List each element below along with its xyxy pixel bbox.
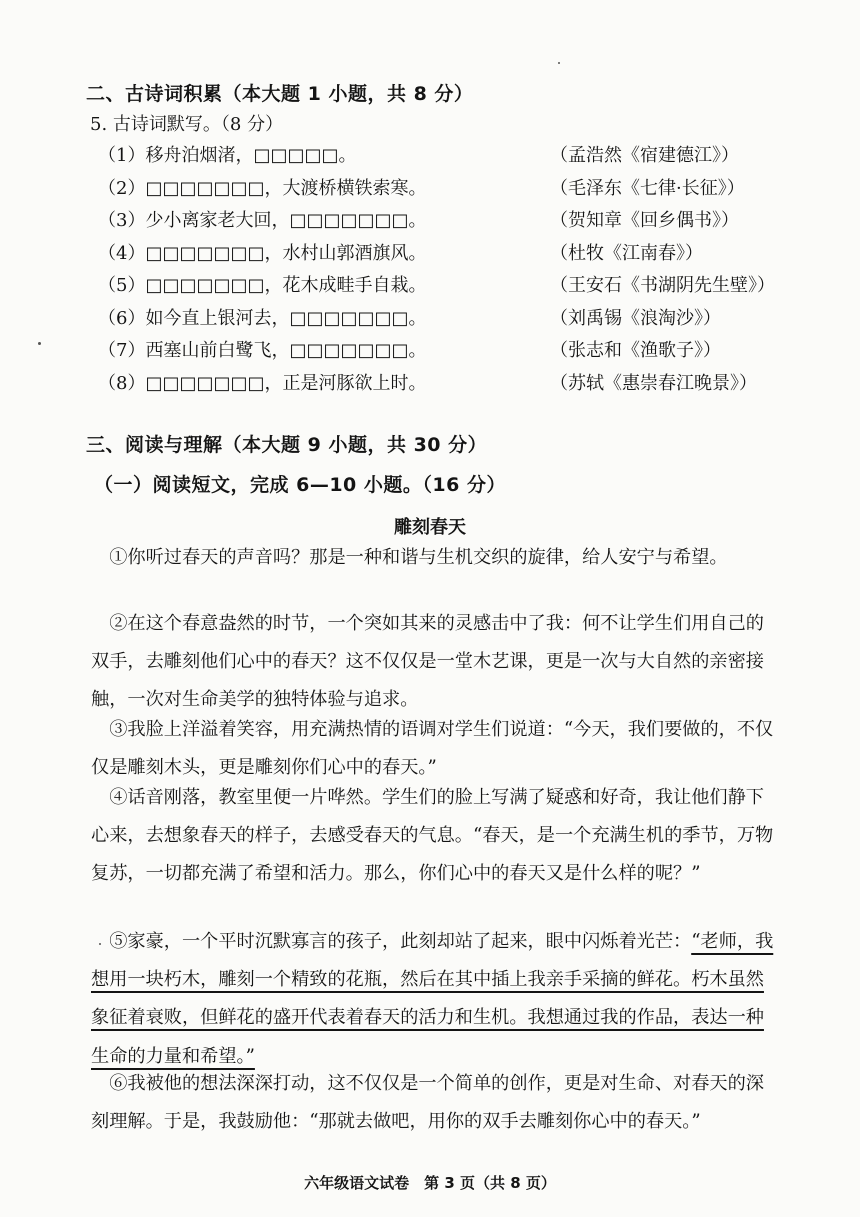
passage-paragraph-2 <box>91 605 781 720</box>
paragraph-text: ②在这个春意盎然的时节，一个突如其来的灵感击中了我：何不让学生们用自己的双手，去雕刻他们心中的春天？这不仅仅是一堂木艺课，更是一次与大自然的亲密接触，一次对生命美学的独特体验与追求。 <box>91 613 764 711</box>
passage-title: 雕刻春天 <box>394 517 466 538</box>
poem-source: （杜牧《江南春》） <box>550 242 703 264</box>
poem-line: （3）少小离家老大回，□□□□□□□。 <box>98 210 427 231</box>
scan-speck <box>99 943 101 945</box>
paragraph-text: ①你听过春天的声音吗？那是一种和谐与生机交织的旋律，给人安宁与希望。 <box>109 547 728 568</box>
paragraph-lead: ⑤家豪，一个平时沉默寡言的孩子，此刻却站了起来，眼中闪烁着光芒： <box>109 931 692 952</box>
poem-item <box>98 206 798 238</box>
poem-line: （4）□□□□□□□，水村山郭酒旗风。 <box>98 242 427 264</box>
poem-item <box>98 141 798 173</box>
poem-source: （苏轼《惠崇春江晚景》） <box>550 372 757 394</box>
poem-source: （张志和《渔歌子》） <box>550 340 721 361</box>
poem-item <box>98 271 798 303</box>
question-5-title: 5. 古诗词默写。（8 分） <box>90 114 284 135</box>
section-2-heading: 二、古诗词积累（本大题 1 小题，共 8 分） <box>86 83 474 105</box>
reading-subheading: （一）阅读短文，完成 6—10 小题。（16 分） <box>94 474 506 496</box>
scan-speck <box>558 62 560 64</box>
poem-line: （6）如今直上银河去，□□□□□□□。 <box>98 307 427 329</box>
paragraph-text <box>91 923 781 1076</box>
poem-source: （贺知章《回乡偶书》） <box>550 210 739 231</box>
poem-line: （1）移舟泊烟渚，□□□□□。 <box>98 145 357 166</box>
passage-paragraph-4 <box>91 779 781 894</box>
paragraph-text: ③我脸上洋溢着笑容，用充满热情的语调对学生们说道：“今天，我们要做的，不仅仅是雕刻木头，更是雕刻你们心中的春天。” <box>91 719 774 779</box>
underlined-quote: “老师，我想用一块朽木，雕刻一个精致的花瓶，然后在其中插上我亲手采摘的鲜花。朽木虽然象征着衰败，但鲜花的盛开代表着春天的活力和生机。我想通过我的作品，表达一种生命的力量和希望。” <box>91 931 774 1067</box>
paragraph-text: ④话音刚落，教室里便一片哗然。学生们的脸上写满了疑惑和好奇，我让他们静下心来，去想象春天的样子，去感受春天的气息。“春天，是一个充满生机的季节，万物复苏，一切都充满了希望和活力。那么，你们心中的春天又是什么样的呢？” <box>91 787 774 885</box>
paragraph-text: ⑥我被他的想法深深打动，这不仅仅是一个简单的创作，更是对生命、对春天的深刻理解。于是，我鼓励他：“那就去做吧，用你的双手去雕刻你心中的春天。” <box>91 1073 764 1133</box>
poem-item <box>98 336 798 368</box>
poem-item <box>98 369 798 401</box>
poem-line: （8）□□□□□□□，正是河豚欲上时。 <box>98 372 427 394</box>
poem-source: （刘禹锡《浪淘沙》） <box>550 307 721 329</box>
poem-line: （7）西塞山前白鹭飞，□□□□□□□。 <box>98 340 427 361</box>
passage-paragraph-6 <box>91 1065 781 1141</box>
passage-paragraph-1 <box>91 539 781 577</box>
poem-item <box>98 174 798 206</box>
section-3-heading: 三、阅读与理解（本大题 9 小题，共 30 分） <box>86 434 488 456</box>
poem-source: （毛泽东《七律·长征》） <box>550 177 745 199</box>
poem-source: （王安石《书湖阴先生壁》） <box>550 275 775 296</box>
poem-item <box>98 239 798 271</box>
passage-paragraph-5 <box>91 923 781 1076</box>
poem-source: （孟浩然《宿建德江》） <box>550 145 739 166</box>
passage-paragraph-3 <box>91 711 781 787</box>
scan-speck <box>38 342 41 345</box>
page-footer: 六年级语文试卷 第 3 页（共 8 页） <box>304 1174 556 1192</box>
poem-line: （5）□□□□□□□，花木成畦手自栽。 <box>98 275 427 296</box>
poem-line: （2）□□□□□□□，大渡桥横铁索寒。 <box>98 177 427 199</box>
poem-item <box>98 304 798 336</box>
